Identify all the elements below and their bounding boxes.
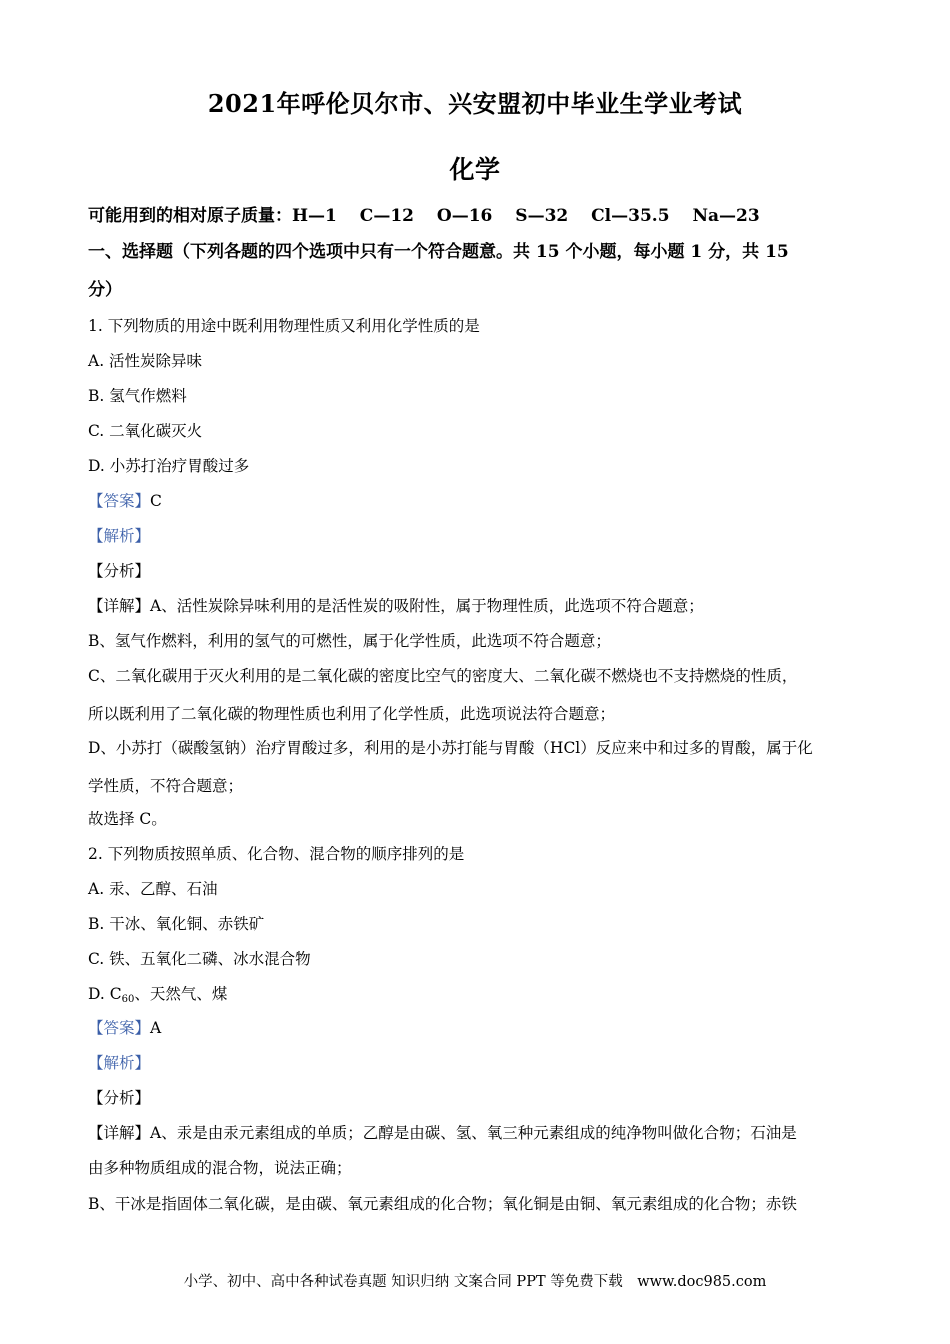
question-1-detail-6: 学性质，不符合题意； (88, 777, 244, 795)
question-2-option-d (88, 984, 227, 1010)
detail-text: A、汞是由汞元素组成的单质；乙醇是由碳、氢、氧三种元素组成的纯净物叫做化合物；石油是 (150, 1124, 797, 1142)
question-1-option-d: D. 小苏打治疗胃酸过多 (88, 457, 250, 475)
answer-value: A (150, 1019, 162, 1037)
question-1-detail-5: D、小苏打（碳酸氢钠）治疗胃酸过多，利用的是小苏打能与胃酸（HCl）反应来中和过多的胃酸，属于化 (88, 739, 813, 757)
option-d-prefix: D. C (88, 985, 122, 1003)
answer-tag: 【答案】 (88, 1019, 151, 1037)
option-d-rest: 、天然气、煤 (134, 985, 228, 1003)
question-1-fenxi-tag: 【分析】 (88, 562, 151, 580)
page-footer: 小学、初中、高中各种试卷真题 知识归纳 文案合同 PPT 等免费下载 www.doc985.com (183, 1274, 767, 1290)
question-2-stem: 2. 下列物质按照单质、化合物、混合物的顺序排列的是 (88, 845, 465, 863)
answer-tag: 【答案】 (88, 492, 151, 510)
question-2-detail-3: B、干冰是指固体二氧化碳，是由碳、氧元素组成的化合物；氧化铜是由铜、氧元素组成的化合物；赤铁 (88, 1195, 797, 1213)
question-1-detail-7: 故选择 C。 (88, 810, 167, 828)
question-2-detail-1 (88, 1123, 797, 1143)
question-2-option-a: A. 汞、乙醇、石油 (88, 880, 218, 898)
question-1-detail-1 (88, 596, 704, 616)
question-1-detail-2: B、氢气作燃料，利用的氢气的可燃性，属于化学性质，此选项不符合题意； (88, 632, 611, 650)
question-2-option-b: B. 干冰、氧化铜、赤铁矿 (88, 915, 265, 933)
question-1-option-b: B. 氢气作燃料 (88, 387, 187, 405)
option-d-subscript: 60 (121, 994, 135, 1005)
question-1-detail-3: C、二氧化碳用于灭火利用的是二氧化碳的密度比空气的密度大、二氧化碳不燃烧也不支持燃烧的性质， (88, 667, 798, 685)
question-2-jiexi-tag: 【解析】 (88, 1054, 151, 1072)
section-heading-cont: 分） (88, 280, 122, 300)
answer-value: C (150, 492, 162, 510)
question-1-answer (88, 491, 162, 511)
question-2-option-c: C. 铁、五氧化二磷、冰水混合物 (88, 950, 311, 968)
detail-text: A、活性炭除异味利用的是活性炭的吸附性，属于物理性质，此选项不符合题意； (150, 597, 704, 615)
question-2-fenxi-tag: 【分析】 (88, 1089, 151, 1107)
question-1-stem: 1. 下列物质的用途中既利用物理性质又利用化学性质的是 (88, 317, 480, 335)
subject-title: 化学 (449, 155, 501, 184)
question-1-detail-4: 所以既利用了二氧化碳的物理性质也利用了化学性质，此选项说法符合题意； (88, 705, 616, 723)
question-1-option-a: A. 活性炭除异味 (88, 352, 203, 370)
exam-title: 2021年呼伦贝尔市、兴安盟初中毕业生学业考试 (207, 89, 743, 118)
question-2-answer (88, 1018, 161, 1038)
atomic-mass-line: 可能用到的相对原子质量：H—1 C—12 O—16 S—32 Cl—35.5 Na—23 (88, 206, 760, 226)
question-1-option-c: C. 二氧化碳灭火 (88, 422, 203, 440)
section-heading: 一、选择题（下列各题的四个选项中只有一个符合题意。共 15 个小题，每小题 1 分，共 15 (88, 242, 789, 262)
question-1-jiexi-tag: 【解析】 (88, 527, 151, 545)
detail-tag: 【详解】 (88, 1124, 151, 1142)
detail-tag: 【详解】 (88, 597, 151, 615)
question-2-detail-2: 由多种物质组成的混合物，说法正确； (88, 1159, 352, 1177)
